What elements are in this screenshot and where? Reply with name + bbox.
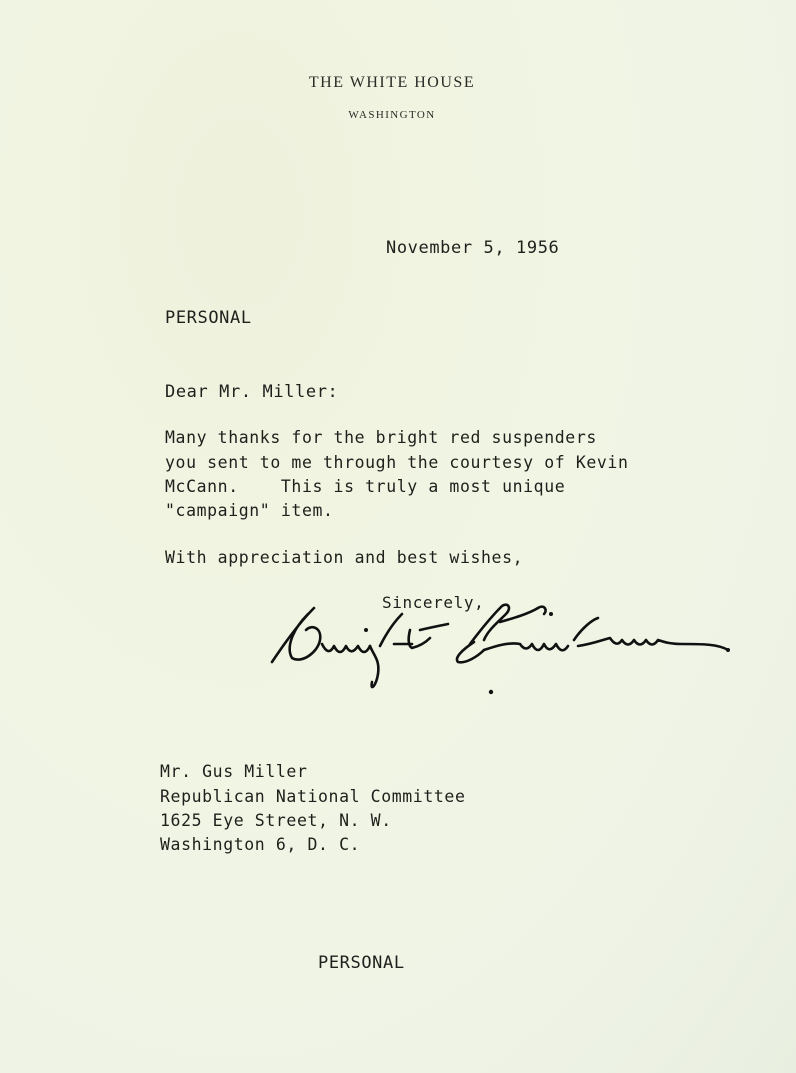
handwritten-signature — [262, 600, 742, 710]
letterhead-subtitle: WASHINGTON — [348, 109, 436, 121]
personal-marking-bottom: PERSONAL — [318, 953, 405, 973]
recipient-street: 1625 Eye Street, N. W. — [160, 811, 392, 830]
body-line: Many thanks for the bright red suspenders — [165, 428, 597, 447]
salutation: Dear Mr. Miller: — [165, 382, 339, 402]
recipient-name: Mr. Gus Miller — [160, 762, 308, 781]
body-line: McCann. This is truly a most unique — [165, 477, 566, 496]
letter-date: November 5, 1956 — [386, 238, 560, 258]
body-line: you sent to me through the courtesy of Kevin — [165, 453, 629, 472]
closing-line: With appreciation and best wishes, — [165, 548, 524, 567]
recipient-city: Washington 6, D. C. — [160, 835, 361, 854]
complimentary-close: Sincerely, — [382, 593, 485, 612]
recipient-organization: Republican National Committee — [160, 787, 466, 806]
body-line: "campaign" item. — [165, 501, 334, 520]
letterhead-title: THE WHITE HOUSE — [308, 74, 476, 91]
personal-marking-top: PERSONAL — [165, 308, 252, 328]
